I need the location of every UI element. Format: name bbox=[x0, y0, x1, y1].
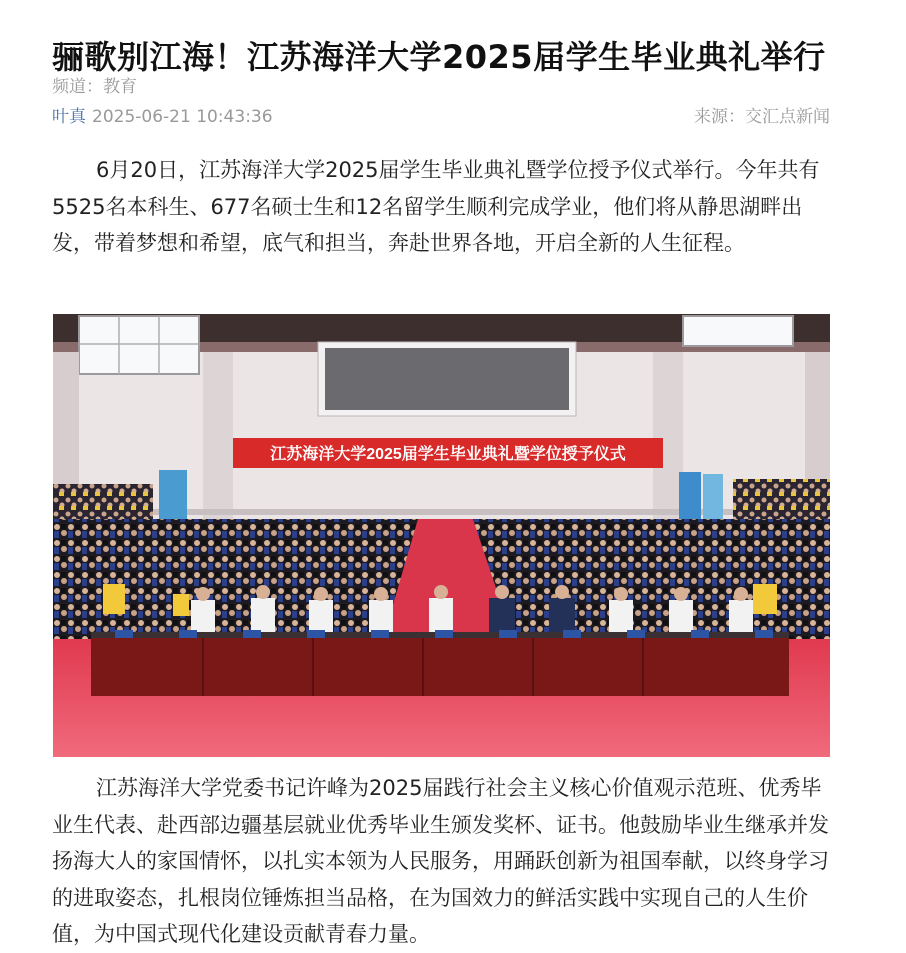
channel-label: 频道：教育 bbox=[52, 77, 137, 97]
article-paragraph: 江苏海洋大学党委书记许峰为2025届践行社会主义核心价值观示范班、优秀毕业生代表、赴西部边疆基层就业优秀毕业生颁发奖杯、证书。他鼓励毕业生继承并发扬海大人的家国情怀，以扎实本领为人民服务，用踊跃创新为祖国奉献，以终身学习的进取姿态，扎根岗位锤炼担当品格，在为国效力的鲜活实践中实现自己的人生价值，为中国式现代化建设贡献青春力量。 bbox=[52, 776, 829, 946]
article-paragraph: 6月20日，江苏海洋大学2025届学生毕业典礼暨学位授予仪式举行。今年共有5525名本科生、677名硕士生和12名留学生顺利完成学业，他们将从静思湖畔出发，带着梦想和希望，底气和担当，奔赴世界各地，开启全新的人生征程。 bbox=[52, 158, 820, 255]
source-label: 来源：交汇点新闻 bbox=[694, 107, 830, 127]
author-link[interactable]: 叶真 bbox=[52, 107, 86, 127]
article-meta bbox=[52, 104, 830, 130]
byline bbox=[52, 104, 273, 130]
article-title: 骊歌别江海！江苏海洋大学2025届学生毕业典礼举行 bbox=[52, 38, 826, 77]
banner-text: 江苏海洋大学2025届学生毕业典礼暨学位授予仪式 bbox=[270, 446, 626, 463]
publish-datetime: 2025-06-21 10:43:36 bbox=[92, 107, 273, 127]
graduation-ceremony-photo bbox=[53, 314, 830, 757]
